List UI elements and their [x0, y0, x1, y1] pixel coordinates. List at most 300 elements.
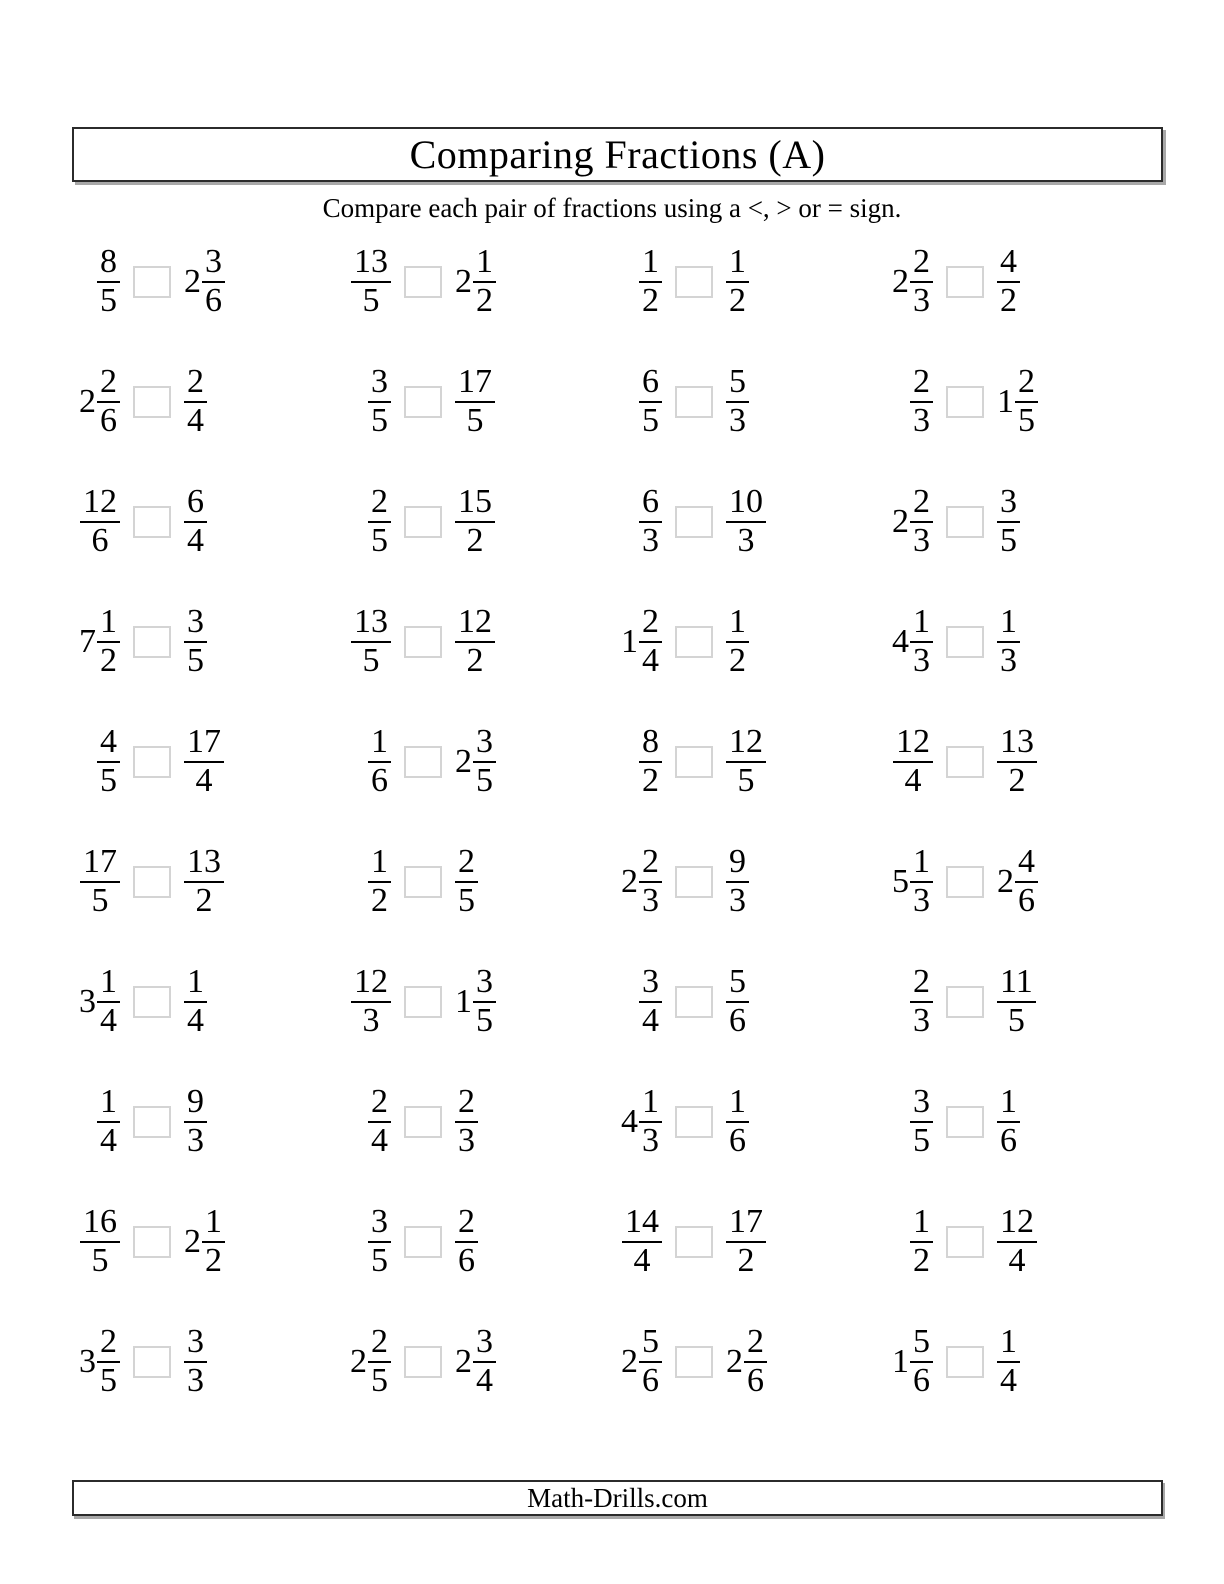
- fraction-denominator: 3: [458, 1122, 475, 1159]
- problem-cell: [331, 1083, 602, 1159]
- right-fraction: [455, 1203, 478, 1279]
- answer-box[interactable]: [675, 1106, 713, 1138]
- problem-cell: [602, 1203, 873, 1279]
- fraction-denominator: 3: [729, 882, 746, 919]
- right-fraction-zone: [726, 243, 873, 319]
- fraction-denominator: 6: [913, 1362, 930, 1399]
- fraction-whole: 2: [997, 863, 1014, 900]
- answer-box[interactable]: [675, 626, 713, 658]
- fraction-stack: [97, 723, 120, 799]
- problem-cell: [873, 363, 1144, 439]
- right-fraction: [184, 1323, 207, 1399]
- fraction-stack: [1015, 363, 1038, 439]
- fraction-denominator: 2: [476, 282, 493, 319]
- fraction-stack: [184, 603, 207, 679]
- fraction-stack: [351, 243, 391, 319]
- answer-box[interactable]: [133, 386, 171, 418]
- right-fraction-zone: [455, 243, 602, 319]
- answer-box[interactable]: [404, 506, 442, 538]
- fraction-stack: [473, 723, 496, 799]
- fraction-numerator: 10: [726, 488, 766, 523]
- problem-cell: [602, 243, 873, 319]
- instruction-text: Compare each pair of fractions using a <, > or = sign.: [322, 193, 902, 223]
- fraction-stack: [368, 723, 391, 799]
- left-fraction: [80, 1203, 120, 1279]
- problem-cell: [60, 1203, 331, 1279]
- fraction-numerator: 3: [473, 728, 496, 763]
- fraction-numerator: 2: [368, 488, 391, 523]
- footer-box: [72, 1480, 1163, 1516]
- fraction-numerator: 1: [97, 608, 120, 643]
- fraction-numerator: 8: [97, 248, 120, 283]
- right-fraction: [455, 1323, 496, 1399]
- fraction-denominator: 2: [729, 282, 746, 319]
- fraction-numerator: 6: [639, 368, 662, 403]
- right-fraction: [184, 1083, 207, 1159]
- fraction-numerator: 12: [893, 728, 933, 763]
- answer-box[interactable]: [946, 626, 984, 658]
- fraction-denominator: 3: [913, 1002, 930, 1039]
- left-fraction-zone: [331, 723, 391, 799]
- answer-box[interactable]: [133, 626, 171, 658]
- fraction-whole: 1: [892, 1343, 909, 1380]
- problem-cell: [602, 1323, 873, 1399]
- fraction-denominator: 3: [362, 1002, 380, 1039]
- right-fraction: [997, 1083, 1020, 1159]
- right-fraction-zone: [997, 723, 1144, 799]
- right-fraction-zone: [455, 483, 602, 559]
- fraction-stack: [97, 243, 120, 319]
- fraction-numerator: 1: [910, 1208, 933, 1243]
- fraction-denominator: 2: [642, 762, 659, 799]
- left-fraction-zone: [60, 723, 120, 799]
- footer-brand: Math-Drills.com: [527, 1482, 708, 1513]
- answer-box[interactable]: [675, 746, 713, 778]
- problem-cell: [60, 603, 331, 679]
- answer-box[interactable]: [404, 866, 442, 898]
- fraction-denominator: 5: [371, 402, 388, 439]
- right-fraction: [726, 483, 766, 559]
- fraction-stack: [97, 1083, 120, 1159]
- answer-box[interactable]: [133, 866, 171, 898]
- fraction-whole: 2: [726, 1343, 743, 1380]
- fraction-denominator: 6: [205, 282, 222, 319]
- left-fraction: [368, 1203, 391, 1279]
- problem-cell: [60, 1323, 331, 1399]
- left-fraction: [368, 363, 391, 439]
- fraction-numerator: 1: [639, 248, 662, 283]
- right-fraction-zone: [455, 723, 602, 799]
- left-fraction-zone: [331, 603, 391, 679]
- fraction-denominator: 5: [642, 402, 659, 439]
- problem-cell: [60, 1083, 331, 1159]
- right-fraction: [455, 603, 495, 679]
- fraction-numerator: 3: [997, 488, 1020, 523]
- fraction-stack: [1015, 843, 1038, 919]
- fraction-stack: [910, 963, 933, 1039]
- fraction-denominator: 6: [100, 402, 117, 439]
- fraction-stack: [997, 603, 1020, 679]
- fraction-denominator: 2: [371, 882, 388, 919]
- answer-box[interactable]: [404, 626, 442, 658]
- fraction-denominator: 6: [642, 1362, 659, 1399]
- problem-cell: [331, 363, 602, 439]
- right-fraction-zone: [997, 243, 1144, 319]
- answer-box[interactable]: [946, 866, 984, 898]
- fraction-stack: [639, 723, 662, 799]
- problem-cell: [602, 483, 873, 559]
- fraction-denominator: 5: [458, 882, 475, 919]
- fraction-numerator: 3: [368, 1208, 391, 1243]
- problem-cell: [602, 843, 873, 919]
- problem-cell: [60, 723, 331, 799]
- right-fraction-zone: [184, 603, 331, 679]
- answer-box[interactable]: [133, 1106, 171, 1138]
- answer-box[interactable]: [675, 386, 713, 418]
- left-fraction-zone: [873, 963, 933, 1039]
- answer-box[interactable]: [946, 386, 984, 418]
- fraction-numerator: 3: [184, 1328, 207, 1363]
- fraction-denominator: 6: [747, 1362, 764, 1399]
- fraction-stack: [910, 1203, 933, 1279]
- fraction-stack: [910, 483, 933, 559]
- fraction-numerator: 2: [744, 1328, 767, 1363]
- answer-box[interactable]: [675, 506, 713, 538]
- left-fraction-zone: [60, 1083, 120, 1159]
- left-fraction: [351, 603, 391, 679]
- problems-row: [60, 1302, 1164, 1422]
- fraction-whole: 4: [621, 1103, 638, 1140]
- answer-box[interactable]: [946, 986, 984, 1018]
- problems-grid: [60, 222, 1164, 1422]
- right-fraction-zone: [726, 1203, 873, 1279]
- fraction-stack: [80, 1203, 120, 1279]
- answer-box[interactable]: [404, 1106, 442, 1138]
- answer-box[interactable]: [675, 1346, 713, 1378]
- left-fraction-zone: [60, 363, 120, 439]
- fraction-denominator: 2: [729, 642, 746, 679]
- problem-cell: [331, 723, 602, 799]
- problem-cell: [60, 483, 331, 559]
- fraction-numerator: 3: [910, 1088, 933, 1123]
- right-fraction-zone: [726, 1083, 873, 1159]
- problem-cell: [873, 963, 1144, 1039]
- fraction-whole: 1: [455, 983, 472, 1020]
- problems-row: [60, 342, 1164, 462]
- fraction-numerator: 12: [80, 488, 120, 523]
- right-fraction-zone: [184, 1083, 331, 1159]
- right-fraction-zone: [726, 723, 873, 799]
- fraction-numerator: 11: [997, 968, 1036, 1003]
- fraction-denominator: 5: [1007, 1002, 1025, 1039]
- left-fraction: [97, 1083, 120, 1159]
- answer-box[interactable]: [133, 986, 171, 1018]
- fraction-stack: [726, 363, 749, 439]
- right-fraction-zone: [455, 603, 602, 679]
- right-fraction: [997, 603, 1020, 679]
- fraction-stack: [639, 483, 662, 559]
- left-fraction-zone: [873, 363, 933, 439]
- fraction-numerator: 5: [910, 1328, 933, 1363]
- left-fraction-zone: [60, 1323, 120, 1399]
- fraction-numerator: 5: [726, 368, 749, 403]
- right-fraction: [184, 483, 207, 559]
- answer-box[interactable]: [404, 386, 442, 418]
- fraction-stack: [184, 723, 224, 799]
- problem-cell: [602, 603, 873, 679]
- fraction-numerator: 2: [455, 1208, 478, 1243]
- left-fraction: [622, 1203, 662, 1279]
- fraction-numerator: 1: [910, 848, 933, 883]
- fraction-denominator: 3: [913, 402, 930, 439]
- answer-box[interactable]: [946, 1346, 984, 1378]
- answer-box[interactable]: [675, 986, 713, 1018]
- right-fraction: [997, 363, 1038, 439]
- fraction-denominator: 3: [1000, 642, 1017, 679]
- left-fraction: [368, 1083, 391, 1159]
- answer-box[interactable]: [133, 746, 171, 778]
- right-fraction-zone: [455, 1203, 602, 1279]
- fraction-denominator: 6: [371, 762, 388, 799]
- fraction-stack: [639, 363, 662, 439]
- left-fraction-zone: [873, 483, 933, 559]
- fraction-denominator: 2: [205, 1242, 222, 1279]
- left-fraction: [910, 363, 933, 439]
- answer-box[interactable]: [675, 866, 713, 898]
- problem-cell: [60, 363, 331, 439]
- left-fraction-zone: [60, 963, 120, 1039]
- fraction-numerator: 2: [97, 1328, 120, 1363]
- left-fraction-zone: [602, 843, 662, 919]
- right-fraction: [726, 1083, 749, 1159]
- fraction-denominator: 2: [195, 882, 213, 919]
- fraction-stack: [726, 243, 749, 319]
- fraction-denominator: 4: [100, 1002, 117, 1039]
- right-fraction-zone: [455, 843, 602, 919]
- answer-box[interactable]: [946, 1226, 984, 1258]
- answer-box[interactable]: [946, 506, 984, 538]
- right-fraction: [997, 963, 1036, 1039]
- left-fraction-zone: [873, 723, 933, 799]
- answer-box[interactable]: [133, 506, 171, 538]
- left-fraction: [351, 963, 391, 1039]
- left-fraction-zone: [602, 243, 662, 319]
- left-fraction: [639, 363, 662, 439]
- fraction-denominator: 5: [100, 762, 117, 799]
- left-fraction-zone: [602, 723, 662, 799]
- fraction-stack: [910, 1083, 933, 1159]
- left-fraction-zone: [331, 483, 391, 559]
- fraction-stack: [455, 843, 478, 919]
- left-fraction: [893, 723, 933, 799]
- fraction-stack: [184, 483, 207, 559]
- problem-cell: [331, 1323, 602, 1399]
- fraction-whole: 2: [184, 1223, 201, 1260]
- problem-cell: [873, 1083, 1144, 1159]
- fraction-denominator: 6: [458, 1242, 475, 1279]
- fraction-numerator: 9: [184, 1088, 207, 1123]
- fraction-denominator: 4: [187, 1002, 204, 1039]
- right-fraction: [184, 243, 225, 319]
- fraction-denominator: 5: [371, 522, 388, 559]
- answer-box[interactable]: [404, 1346, 442, 1378]
- problem-cell: [602, 723, 873, 799]
- fraction-stack: [726, 843, 749, 919]
- left-fraction: [639, 723, 662, 799]
- fraction-stack: [368, 843, 391, 919]
- right-fraction-zone: [455, 963, 602, 1039]
- fraction-numerator: 2: [910, 248, 933, 283]
- fraction-numerator: 3: [368, 368, 391, 403]
- fraction-stack: [997, 723, 1037, 799]
- right-fraction: [455, 483, 495, 559]
- fraction-denominator: 4: [100, 1122, 117, 1159]
- left-fraction: [639, 243, 662, 319]
- left-fraction: [910, 1203, 933, 1279]
- answer-box[interactable]: [946, 746, 984, 778]
- right-fraction-zone: [997, 843, 1144, 919]
- right-fraction-zone: [726, 483, 873, 559]
- fraction-numerator: 6: [639, 488, 662, 523]
- fraction-stack: [639, 843, 662, 919]
- fraction-numerator: 9: [726, 848, 749, 883]
- fraction-numerator: 2: [639, 848, 662, 883]
- fraction-denominator: 4: [633, 1242, 651, 1279]
- answer-box[interactable]: [133, 1226, 171, 1258]
- right-fraction-zone: [184, 963, 331, 1039]
- fraction-stack: [997, 1203, 1037, 1279]
- right-fraction: [455, 843, 478, 919]
- fraction-numerator: 3: [639, 968, 662, 1003]
- fraction-stack: [726, 1083, 749, 1159]
- right-fraction: [455, 363, 495, 439]
- fraction-stack: [97, 1323, 120, 1399]
- fraction-whole: 3: [79, 983, 96, 1020]
- fraction-numerator: 17: [726, 1208, 766, 1243]
- fraction-numerator: 4: [997, 248, 1020, 283]
- fraction-stack: [997, 1323, 1020, 1399]
- answer-box[interactable]: [404, 746, 442, 778]
- right-fraction: [726, 723, 766, 799]
- problem-cell: [873, 483, 1144, 559]
- answer-box[interactable]: [946, 1106, 984, 1138]
- fraction-denominator: 3: [737, 522, 755, 559]
- fraction-numerator: 3: [202, 248, 225, 283]
- answer-box[interactable]: [675, 266, 713, 298]
- fraction-numerator: 1: [639, 1088, 662, 1123]
- answer-box[interactable]: [133, 1346, 171, 1378]
- fraction-whole: 2: [892, 263, 909, 300]
- answer-box[interactable]: [946, 266, 984, 298]
- answer-box[interactable]: [404, 1226, 442, 1258]
- fraction-whole: 2: [455, 743, 472, 780]
- fraction-stack: [726, 723, 766, 799]
- answer-box[interactable]: [404, 986, 442, 1018]
- right-fraction-zone: [997, 963, 1144, 1039]
- fraction-denominator: 5: [913, 1122, 930, 1159]
- fraction-stack: [726, 1203, 766, 1279]
- fraction-numerator: 6: [184, 488, 207, 523]
- left-fraction-zone: [60, 243, 120, 319]
- fraction-whole: 2: [621, 1343, 638, 1380]
- right-fraction-zone: [726, 363, 873, 439]
- right-fraction: [184, 963, 207, 1039]
- problem-cell: [331, 1203, 602, 1279]
- right-fraction: [726, 843, 749, 919]
- answer-box[interactable]: [133, 266, 171, 298]
- fraction-numerator: 1: [726, 1088, 749, 1123]
- right-fraction-zone: [997, 363, 1144, 439]
- right-fraction: [455, 963, 496, 1039]
- left-fraction-zone: [602, 1203, 662, 1279]
- fraction-numerator: 13: [351, 608, 391, 643]
- left-fraction-zone: [60, 843, 120, 919]
- right-fraction-zone: [455, 363, 602, 439]
- fraction-numerator: 1: [726, 608, 749, 643]
- right-fraction: [726, 1203, 766, 1279]
- fraction-denominator: 5: [362, 282, 380, 319]
- right-fraction-zone: [997, 483, 1144, 559]
- left-fraction: [639, 963, 662, 1039]
- fraction-denominator: 4: [195, 762, 213, 799]
- right-fraction-zone: [997, 1323, 1144, 1399]
- fraction-numerator: 12: [997, 1208, 1037, 1243]
- problem-cell: [331, 483, 602, 559]
- right-fraction-zone: [726, 843, 873, 919]
- right-fraction: [997, 1323, 1020, 1399]
- left-fraction: [97, 243, 120, 319]
- left-fraction-zone: [873, 243, 933, 319]
- problem-cell: [331, 963, 602, 1039]
- fraction-whole: 7: [79, 623, 96, 660]
- fraction-numerator: 1: [726, 248, 749, 283]
- problem-cell: [602, 363, 873, 439]
- right-fraction-zone: [997, 603, 1144, 679]
- fraction-denominator: 6: [729, 1122, 746, 1159]
- right-fraction: [997, 243, 1020, 319]
- fraction-numerator: 1: [97, 968, 120, 1003]
- left-fraction-zone: [873, 1203, 933, 1279]
- left-fraction: [892, 603, 933, 679]
- fraction-numerator: 13: [184, 848, 224, 883]
- left-fraction-zone: [873, 1083, 933, 1159]
- left-fraction-zone: [331, 843, 391, 919]
- fraction-numerator: 1: [997, 1088, 1020, 1123]
- answer-box[interactable]: [675, 1226, 713, 1258]
- right-fraction: [726, 243, 749, 319]
- fraction-denominator: 2: [100, 642, 117, 679]
- fraction-stack: [184, 843, 224, 919]
- problems-row: [60, 462, 1164, 582]
- fraction-stack: [639, 1323, 662, 1399]
- right-fraction-zone: [184, 843, 331, 919]
- fraction-numerator: 15: [455, 488, 495, 523]
- fraction-denominator: 5: [1018, 402, 1035, 439]
- fraction-numerator: 12: [726, 728, 766, 763]
- right-fraction: [184, 363, 207, 439]
- right-fraction: [184, 603, 207, 679]
- fraction-denominator: 4: [642, 642, 659, 679]
- fraction-stack: [997, 483, 1020, 559]
- right-fraction-zone: [455, 1083, 602, 1159]
- fraction-denominator: 6: [1018, 882, 1035, 919]
- answer-box[interactable]: [404, 266, 442, 298]
- fraction-numerator: 1: [368, 848, 391, 883]
- problem-cell: [331, 243, 602, 319]
- left-fraction: [79, 1323, 120, 1399]
- fraction-denominator: 6: [1000, 1122, 1017, 1159]
- fraction-stack: [744, 1323, 767, 1399]
